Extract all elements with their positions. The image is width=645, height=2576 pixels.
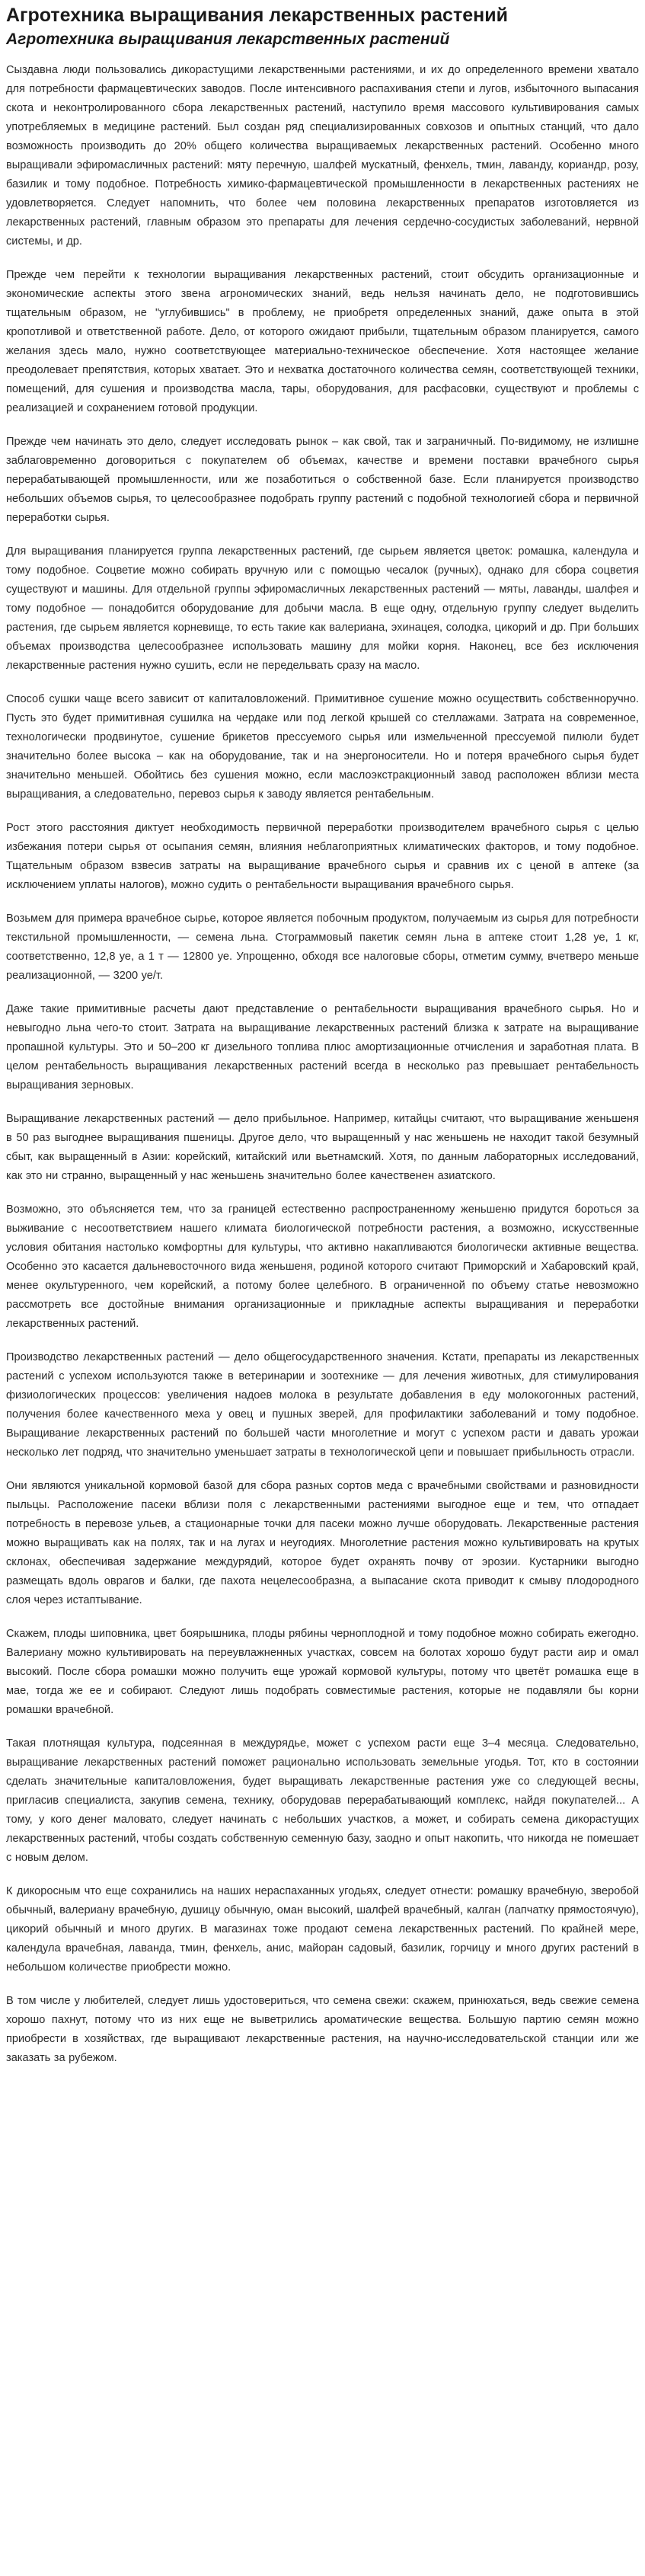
paragraph-5: Способ сушки чаще всего зависит от капиталовложений. Примитивное сушение можно осуществить собственноручно. Пусть это будет примитивная сушилка на чердаке или под легкой крышей со стеллажами. Затрата на современное, технологически продвинутое, сушение брикетов прессуемого сырья или измельченной прессуемой пилюли будет значительно более высока – как на оборудование, так и на энергоносители. Но и потеря врачебного сырья будет значительно меньшей. Обойтись без сушения можно, если маслоэкстракционный завод расположен вблизи места выращивания, а следовательно, перевоз сырья к заводу является рентабельным. xyxy=(6,693,639,801)
paragraph-12: Они являются уникальной кормовой базой для сбора разных сортов меда с врачебными свойствами и разновидности пыльцы. Расположение пасеки вблизи поля с лекарственными растениями выгодное еще и тем, что отпадает потребность в перевозе ульев, а стационарные точки для пасеки можно лучше оборудовать. Лекарственные растения можно выращивать как на полях, так и на лугах и неугодиях. Многолетние растения можно культивировать на крутых склонах, обеспечивая задержание междурядий, которое будет охранять почву от эрозии. Кустарники выгодно размещать вдоль оврагов и балки, где пахота нецелесообразна, а выпасание скота приводит к смыву плодородного слоя через истаптывание. xyxy=(6,1480,639,1606)
paragraph-11: Производство лекарственных растений — дело общегосударственного значения. Кстати, препараты из лекарственных растений с успехом используются также в ветеринарии и зоотехнике — для лечения животных, для стимулирования физиологических процессов: увеличения надоев молока в результате добавления в еду молокогонных растений, получения более качественного меха у овец и пушных зверей, для профилактики заболеваний и тому подобное. Выращивание лекарственных растений по большей части многолетние и могут с успехом расти и давать урожаи несколько лет подряд, что значительно уменьшает затраты в технологической цепи и повышает прибыльность отрасли. xyxy=(6,1351,639,1459)
paragraph-1: Сыздавна люди пользовались дикорастущими лекарственными растениями, и их до определенного времени хватало для потребности фармацевтических заводов. После интенсивного распахивания степи и лугов, избыточного выпасания скота и неконтролированного сбора лекарственных растений, наступило время массового культивирования самых употребляемых в медицине растений. Был создан ряд специализированных совхозов и опытных станций, что дало возможность производить до 20% общего количества выращиваемых лекарственных растений. Особенно много выращивали эфиромасличных растений: мяту перечную, шалфей мускатный, фенхель, тмин, лаванду, кориандр, розу, базилик и тому подобное. Потребность химико-фармацевтической промышленности в лекарственных растениях не удовлетворяется. Следует напомнить, что более чем половина лекарственных препаратов изготовляется из лекарственных растений, главным образом это препараты для лечения сердечно-сосудистых заболеваний, нервной системы, и др. xyxy=(6,64,639,248)
paragraph-4: Для выращивания планируется группа лекарственных растений, где сырьем является цветок: ромашка, календула и тому подобное. Соцветие можно собирать вручную или с помощью чесалок (ручных), однако для сбора соцветия существуют и машины. Для отдельной группы эфиромасличных лекарственных растений — мяты, лаванды, шалфея и тому подобное — понадобится оборудование для добычи масла. В еще одну, отдельную группу следует выделить растения, где сырьем является корневище, то есть такие как валериана, эхинацея, солодка, цикорий и др. При больших объемах производства целесообразнее использовать машину для мойки корня. Наконец, все без исключения лекарственные растения нужно сушить, если не передельвать сразу на масло. xyxy=(6,545,639,672)
page-subtitle: Агротехника выращивания лекарственных растений xyxy=(6,30,450,48)
paragraph-6: Рост этого расстояния диктует необходимость первичной переработки производителем врачебного сырья с целью избежания потери сырья от осыпания семян, влияния неблагоприятных климатических факторов, и тому подобное. Тщательным образом взвесив затраты на выращивание врачебного сырья и сравнив их с ценой в аптеке (за исключением уплаты налогов), можно судить о рентабельности выращивания врачебного сырья. xyxy=(6,822,639,891)
paragraph-14: Такая плотнящая культура, подсеянная в междурядье, может с успехом расти еще 3–4 месяца. Следовательно, выращивание лекарственных растений поможет рационально использовать земельные угодья. Тот, кто в состоянии сделать значительные капиталовложения, будет выращивать лекарственные растения уже со следующей весны, пригласив специалиста, закупив семена, технику, оборудовав перерабатывающий комплекс, найдя покупателей... А тому, у кого денег маловато, следует начинать с небольших участков, а может, и собирать семена дикорастущих лекарственных растений, чтобы создать собственную семенную базу, заодно и опыт накопить, что никогда не помешает с новым делом. xyxy=(6,1737,639,1864)
paragraph-7: Возьмем для примера врачебное сырье, которое является побочным продуктом, получаемым из сырья для потребности текстильной промышленности, — семена льна. Стограммовый пакетик семян льна в аптеке стоит 1,28 уе, 1 кг, соответственно, 12,8 уе, а 1 т — 12800 уе. Упрощенно, обходя все налоговые сборы, отметим сумму, вчетверо меньше реализационной, — 3200 уе/т. xyxy=(6,912,639,982)
page-title: Агротехника выращивания лекарственных растений xyxy=(6,5,508,26)
article-body xyxy=(6,61,639,2068)
paragraph-9: Выращивание лекарственных растений — дело прибыльное. Например, китайцы считают, что выращивание женьшеня в 50 раз выгоднее выращивания пшеницы. Другое дело, что выращенный у нас женьшень не находит такой безумный сбыт, как выращенный в Азии: корейский, китайский или вьетнамский. Хотя, по данным лабораторных исследований, как это ни странно, выращенный у нас женьшень значительно более качественен азиатского. xyxy=(6,1113,639,1182)
paragraph-2: Прежде чем перейти к технологии выращивания лекарственных растений, стоит обсудить организационные и экономические аспекты этого звена агрономических знаний, ведь нельзя начинать дело, не подготовившись тщательным образом, не "углубившись" в проблему, не приобретя определенных знаний, даже опыта в этой кропотливой и ответственной работе. Дело, от которого ожидают прибыли, тщательным образом планируется, самого желания здесь мало, нужно соответствующее материально-техническое обеспечение. Хотя настоящее желание преодолевает препятствия, которых хватает. Это и нехватка достаточного количества семян, соответствующей техники, помещений, для сушения и производства масла, тары, оборудования, для расфасовки, существуют и проблемы с реализацией и сохранением готовой продукции. xyxy=(6,269,639,414)
paragraph-16: В том числе у любителей, следует лишь удостовериться, что семена свежи: скажем, принюхаться, ведь свежие семена хорошо пахнут, потому что из них еще не выветрились ароматические вещества. Большую партию семян можно приобрести в хозяйствах, где выращивают лекарственные растения, на научно-исследовательской станции или же заказать за рубежом. xyxy=(6,1995,639,2064)
paragraph-15: К дикоросным что еще сохранились на наших нераспаханных угодьях, следует отнести: ромашку врачебную, зверобой обычный, валериану врачебную, душицу обычную, оман высокий, шалфей врачебный, калган (лапчатку прямостоячую), цикорий обычный и много других. В магазинах тоже продают семена лекарственных растений. По крайней мере, календула врачебная, лаванда, тмин, фенхель, анис, майоран садовый, базилик, горчицу и много других растений в небольшом количестве приобрести можно. xyxy=(6,1885,639,1974)
paragraph-10: Возможно, это объясняется тем, что за границей естественно распространенному женьшеню придутся бороться за выживание с несоответствием нашего климата биологической потребности растения, а возможно, искусственные условия обитания настолько комфортны для культуры, что активно накапливаются биологически активные вещества. Особенно это касается дальневосточного вида женьшеня, родиной которого считают Приморский и Хабаровский край, менее окультуренного, чем корейский, а потому более целебного. В ограниченной по объему статье невозможно рассмотреть все достойные внимания организационные и прикладные аспекты выращивания и переработки лекарственных растений. xyxy=(6,1203,639,1330)
paragraph-13: Скажем, плоды шиповника, цвет боярышника, плоды рябины черноплодной и тому подобное можно собирать ежегодно. Валериану можно культивировать на переувлажненных участках, совсем на болотах хорошо будут расти аир и омал высокий. После сбора ромашки можно получить еще урожай кормовой культуры, потому что цветёт ромашка еще в мае, тогда же ее и собирают. Следуют лишь подобрать совместимые растения, которые не подавляли бы корни ромашки врачебной. xyxy=(6,1628,639,1716)
paragraph-8: Даже такие примитивные расчеты дают представление о рентабельности выращивания врачебного сырья. Но и невыгодно льна чего-то стоит. Затрата на выращивание лекарственных растений близка к затрате на выращивание пропашной культуры. Это и 50–200 кг дизельного топлива плюс амортизационные отчисления и заработная плата. В целом рентабельность выращивания лекарственных растений всегда в несколько раз превышает рентабельность выращивания зерновых. xyxy=(6,1003,639,1091)
paragraph-3: Прежде чем начинать это дело, следует исследовать рынок – как свой, так и заграничный. По-видимому, не излишне заблаговременно договориться с покупателем об объемах, качестве и времени поставки врачебного сырья перерабатывающей промышленности, или же позаботиться о собственной базе. Если планируется производство небольших объемов сырья, то целесообразнее подобрать группу растений с подобной технологией сбора и первичной переработки сырья. xyxy=(6,436,639,524)
